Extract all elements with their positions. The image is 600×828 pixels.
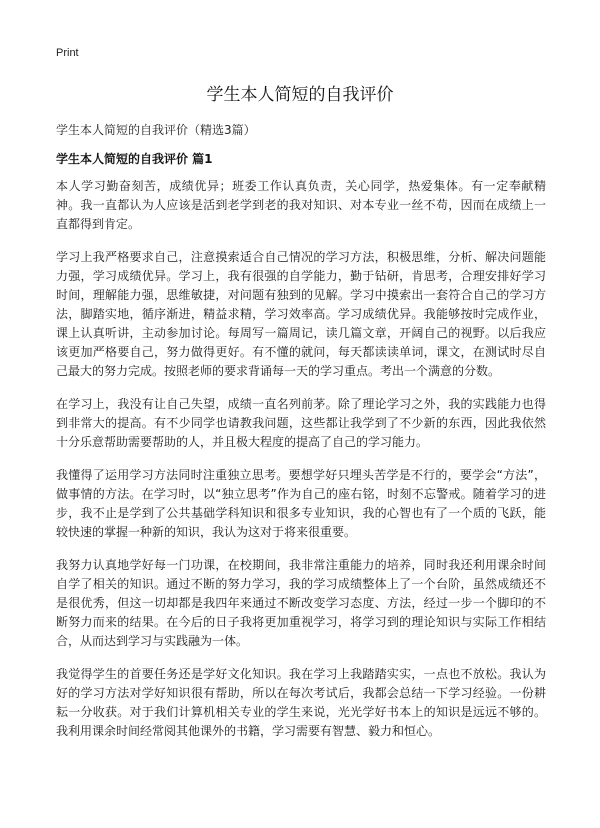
- paragraph-6: 我觉得学生的首要任务还是学好文化知识。我在学习上我踏踏实实，一点也不放松。我认为好的学习方法对学好知识很有帮助，所以在每次考试后，我都会总结一下学习经验。一份耕耘一分收获。对于我们计算机相关专业的学生来说，光光学好书本上的知识是远远不够的。我利用课余时间经常阅其他课外的书籍，学习需要有智慧、毅力和恒心。: [56, 667, 546, 738]
- page-title: 学生本人简短的自我评价: [206, 85, 394, 105]
- document-subtitle: 学生本人简短的自我评价（精选3篇）: [56, 123, 256, 137]
- document-body: [56, 177, 546, 755]
- paragraph-4: 我懂得了运用学习方法同时注重独立思考。要想学好只埋头苦学是不行的，要学会“方法”，做事情的方法。在学习时，以“独立思考”作为自己的座右铭，时刻不忘警戒。随着学习的进步，我不止是学到了公共基础学科知识和很多专业知识，我的心智也有了一个质的飞跃，能较快速的掌握一种新的知识，我认为这对于将来很重要。: [56, 468, 546, 539]
- paragraph-1: 本人学习勤奋刻苦，成绩优异；班委工作认真负责，关心同学，热爱集体。有一定奉献精神。我一直都认为人应该是活到老学到老的我对知识、对本专业一丝不苟，因而在成绩上一直都得到肯定。: [56, 179, 546, 231]
- print-label: Print: [56, 47, 79, 59]
- paragraph-3: 在学习上，我没有让自己失望，成绩一直名列前茅。除了理论学习之外，我的实践能力也得到非常大的提高。有不少同学也请教我问题，这些都让我学到了不少新的东西，因此我依然十分乐意帮助需要帮助的人，并且极大程度的提高了自己的学习能力。: [56, 397, 546, 449]
- section-heading: 学生本人简短的自我评价 篇1: [56, 152, 213, 166]
- paragraph-2: 学习上我严格要求自己，注意摸索适合自己情况的学习方法，积极思维，分析、解决问题能力强，学习成绩优异。学习上，我有很强的自学能力，勤于钻研，肯思考，合理安排好学习时间，理解能力强，思维敏捷，对问题有独到的见解。学习中摸索出一套符合自己的学习方法，脚踏实地，循序渐进，精益求精，学习效率高。学习成绩优异。我能够按时完成作业，课上认真听讲，主动参加讨论。每周写一篇周记，读几篇文章，开阔自己的视野。以后我应该更加严格要自己，努力做得更好。有不懂的就问，每天都读读单词，课文，在测试时尽自己最大的努力完成。按照老师的要求背诵每一天的学习重点。考出一个满意的分数。: [56, 250, 546, 378]
- paragraph-5: 我努力认真地学好每一门功课，在校期间，我非常注重能力的培养，同时我还利用课余时间自学了相关的知识。通过不断的努力学习，我的学习成绩整体上了一个台阶，虽然成绩还不是很优秀，但这一切却都是我四年来通过不断改变学习态度、方法，经过一步一个脚印的不断努力而来的结果。在今后的日子我将更加重视学习，将学习到的理论知识与实际工作相结合，从而达到学习与实践融为一体。: [56, 558, 546, 648]
